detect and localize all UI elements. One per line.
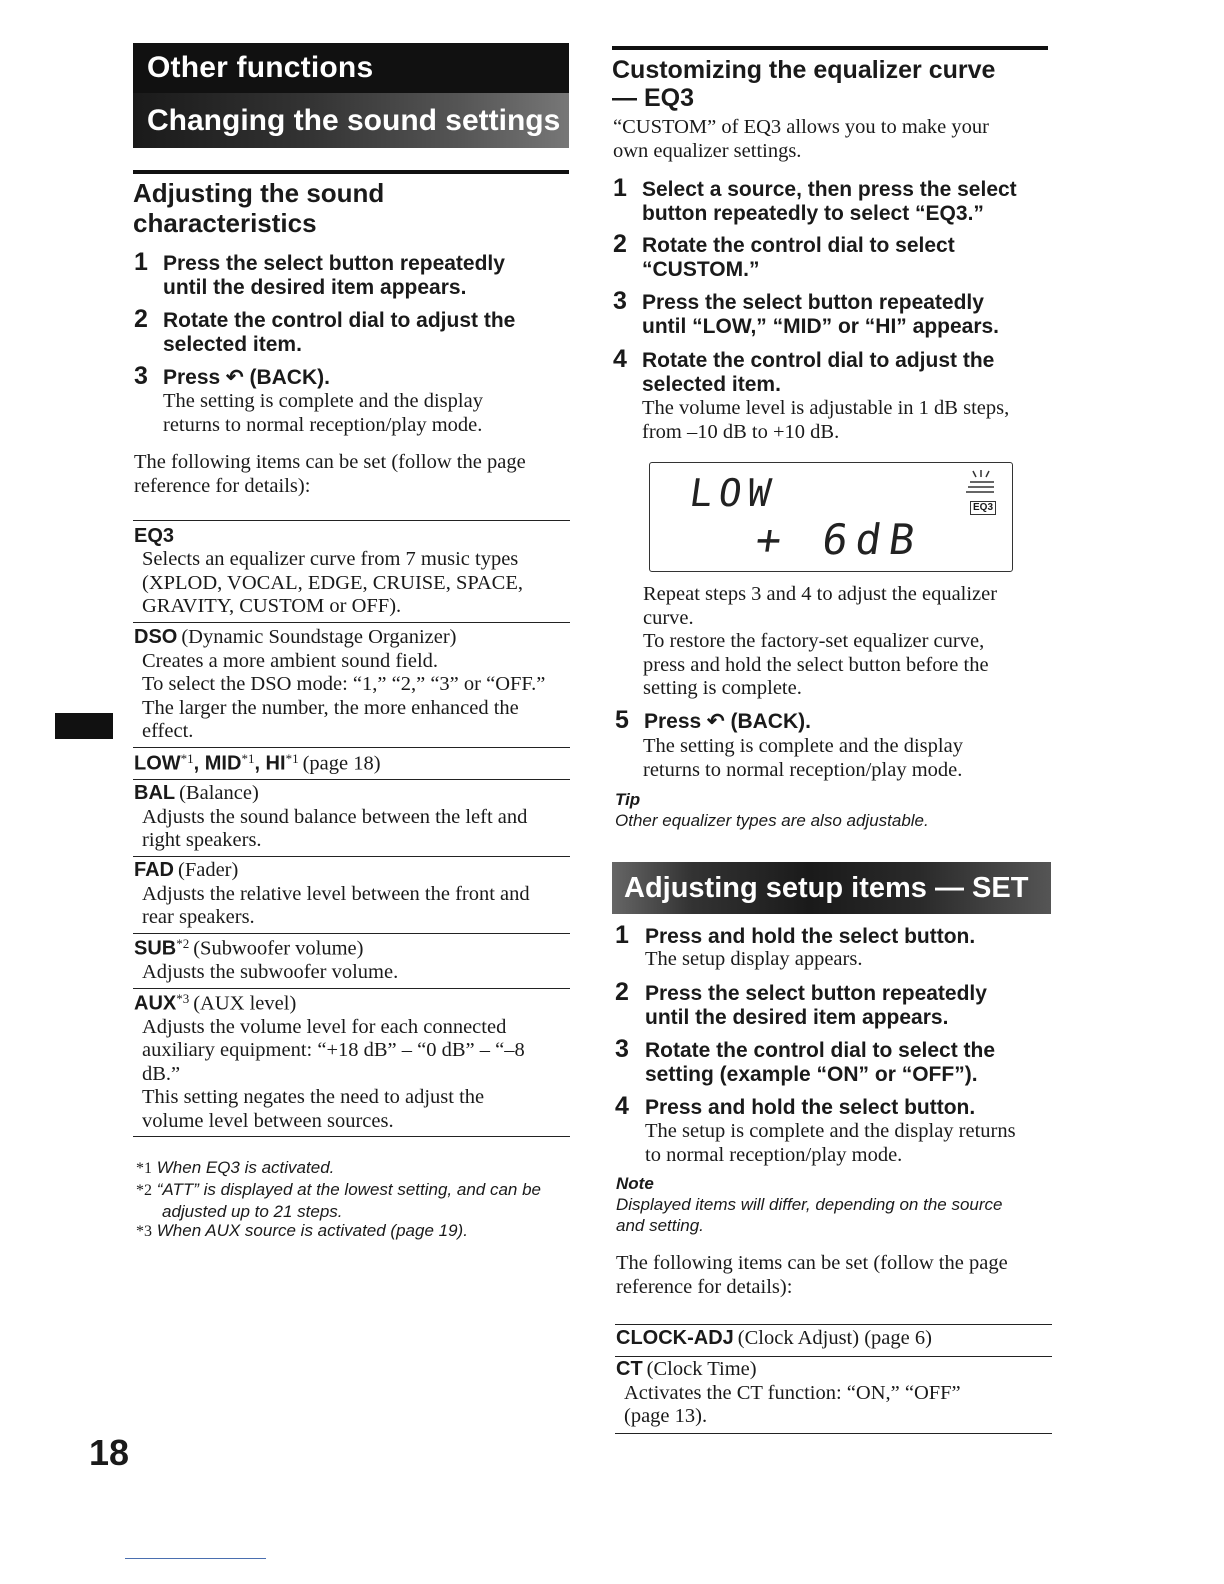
- item-paren: (Subwoofer volume): [193, 937, 364, 960]
- after-lcd-text: [643, 583, 997, 701]
- item-term: , MID: [193, 752, 242, 775]
- table-rule: [615, 1433, 1052, 1434]
- left-step-2: [134, 305, 574, 357]
- step-number: 4: [615, 1092, 629, 1120]
- item-paren: (page 18): [302, 752, 381, 775]
- set-banner: Adjusting setup items — SET: [612, 862, 1051, 914]
- footnote-mark: *1: [136, 1160, 152, 1177]
- item-paren: (Clock Adjust) (page 6): [737, 1327, 932, 1349]
- note-text: and setting.: [616, 1216, 704, 1235]
- item-clock-adj: [616, 1327, 932, 1351]
- lcd-top-text: LOW: [686, 471, 780, 515]
- item-bal: [134, 782, 527, 853]
- footnote-mark: *3: [136, 1223, 152, 1240]
- body-line: The volume level is adjustable in 1 dB steps,: [642, 397, 1010, 419]
- item-term: DSO: [134, 626, 178, 648]
- left-step-3: [134, 362, 574, 390]
- item-fad: [134, 859, 530, 930]
- left-step-1: [134, 248, 574, 300]
- heading-line: Customizing the equalizer curve: [612, 56, 996, 84]
- table-rule: [133, 988, 570, 989]
- left-intro: [134, 451, 526, 498]
- item-desc: Selects an equalizer curve from 7 music types: [142, 548, 519, 570]
- footnote-text: When AUX source is activated (page 19).: [156, 1221, 468, 1240]
- right-intro-2: [616, 1252, 1008, 1299]
- body-line: The setup is complete and the display returns: [645, 1120, 1016, 1142]
- footnote-ref: *1: [241, 751, 255, 766]
- footnote-3: [136, 1220, 576, 1242]
- step-text: Rotate the control dial to adjust the: [163, 309, 516, 332]
- footnote-text: When EQ3 is activated.: [156, 1158, 335, 1177]
- step-text: until “LOW,” “MID” or “HI” appears.: [642, 315, 1000, 338]
- item-desc: volume level between sources.: [142, 1109, 394, 1132]
- right-step-3: [613, 287, 1053, 339]
- step-number: 2: [134, 305, 148, 333]
- item-desc: Creates a more ambient sound field.: [142, 649, 439, 672]
- right-step-1: [613, 174, 1053, 226]
- set-step-1-body: [645, 948, 862, 972]
- item-low-mid-hi: [134, 751, 381, 776]
- item-sub: [134, 936, 398, 984]
- body-line: curve.: [643, 606, 694, 629]
- right-step-4-body: [642, 397, 1009, 444]
- body-line: The setting is complete and the display: [643, 735, 963, 757]
- body-line: To restore the factory-set equalizer curve,: [643, 630, 985, 652]
- footnote-ref: *1: [180, 751, 194, 766]
- step-text: Rotate the control dial to adjust the: [642, 349, 995, 372]
- bottom-divider: [125, 1558, 266, 1559]
- step-number: 1: [134, 248, 148, 276]
- step-text: Press the select button repeatedly: [645, 982, 987, 1005]
- table-rule: [133, 1136, 570, 1137]
- table-rule: [133, 622, 570, 623]
- body-line: returns to normal reception/play mode.: [163, 413, 483, 436]
- lcd-eq3-badge: EQ3: [970, 501, 996, 515]
- step-text: setting (example “ON” or “OFF”).: [645, 1063, 978, 1086]
- set-step-3: [615, 1035, 1055, 1087]
- tip-text: Other equalizer types are also adjustable.: [615, 811, 929, 830]
- lcd-bottom-text: + 6dB: [752, 515, 926, 564]
- item-term: AUX: [134, 992, 177, 1015]
- step-number: 3: [615, 1035, 629, 1063]
- footnote-2: [136, 1179, 576, 1222]
- item-term: EQ3: [134, 525, 175, 547]
- step-number: 1: [613, 174, 627, 202]
- note-label: Note: [616, 1174, 654, 1193]
- item-desc: To select the DSO mode: “1,” “2,” “3” or “OFF.”: [142, 673, 546, 695]
- footnote-ref: *2: [176, 936, 190, 951]
- item-term: CT: [616, 1358, 643, 1380]
- item-term: , HI: [254, 752, 286, 775]
- footnote-ref: *3: [176, 991, 190, 1006]
- section-rule: [612, 46, 1048, 50]
- item-desc: Activates the CT function: “ON,” “OFF”: [624, 1381, 961, 1404]
- item-desc: This setting negates the need to adjust the: [142, 1086, 485, 1109]
- heading-line: characteristics: [133, 208, 317, 238]
- step-text: Press ↶ (BACK).: [163, 366, 330, 389]
- step-text: Select a source, then press the select: [642, 178, 1017, 201]
- body-line: own equalizer settings.: [613, 139, 802, 162]
- step-number: 2: [613, 230, 627, 258]
- item-desc: Adjusts the subwoofer volume.: [142, 960, 399, 983]
- footnote-1: [136, 1157, 576, 1179]
- left-heading: [133, 178, 384, 238]
- footnote-ref: *1: [285, 751, 299, 766]
- item-desc: dB.”: [142, 1062, 181, 1085]
- left-step-3-body: [163, 390, 483, 437]
- step-text: Rotate the control dial to select the: [645, 1039, 996, 1062]
- lcd-display: [649, 462, 1013, 572]
- note-text: Displayed items will differ, depending on the source: [616, 1195, 1003, 1214]
- footnote-mark: *2: [136, 1182, 152, 1199]
- body-line: The following items can be set (follow the page: [616, 1252, 1008, 1274]
- item-desc: The larger the number, the more enhanced the: [142, 696, 519, 719]
- item-ct: [616, 1358, 961, 1429]
- step-text: until the desired item appears.: [645, 1006, 949, 1029]
- set-step-2: [615, 978, 1055, 1030]
- tip-block: [615, 790, 929, 831]
- item-term: BAL: [134, 782, 176, 804]
- body-line: press and hold the select button before the: [643, 653, 989, 676]
- table-rule: [133, 747, 570, 748]
- item-term: FAD: [134, 859, 174, 881]
- page-number: 18: [89, 1432, 130, 1473]
- body-line: The following items can be set (follow the page: [134, 451, 526, 473]
- item-desc: GRAVITY, CUSTOM or OFF).: [142, 595, 402, 617]
- item-term: CLOCK-ADJ: [616, 1327, 734, 1349]
- item-paren: (Clock Time): [646, 1358, 757, 1380]
- right-intro: [613, 116, 989, 163]
- section-rule: [133, 170, 569, 174]
- step-text: Press the select button repeatedly: [642, 291, 984, 314]
- note-block: [616, 1174, 1003, 1236]
- item-term: LOW: [134, 752, 181, 775]
- item-paren: (Dynamic Soundstage Organizer): [181, 626, 457, 648]
- table-rule: [615, 1324, 1052, 1325]
- step-number: 2: [615, 978, 629, 1006]
- right-step-5-body: [643, 735, 963, 782]
- step-text: Rotate the control dial to select: [642, 234, 955, 257]
- body-line: Repeat steps 3 and 4 to adjust the equalizer: [643, 583, 998, 605]
- subsection-banner: Changing the sound settings: [133, 93, 569, 148]
- item-desc: Adjusts the relative level between the front and: [142, 882, 530, 905]
- body-line: “CUSTOM” of EQ3 allows you to make your: [613, 116, 989, 138]
- item-desc: Adjusts the volume level for each connected: [142, 1015, 507, 1038]
- table-rule: [133, 779, 570, 780]
- item-paren: (AUX level): [193, 992, 297, 1015]
- heading-line: — EQ3: [612, 84, 694, 112]
- step-number: 3: [613, 287, 627, 315]
- table-rule: [615, 1356, 1052, 1357]
- item-desc: auxiliary equipment: “+18 dB” – “0 dB” – “–8: [142, 1039, 525, 1062]
- footnote-text: adjusted up to 21 steps.: [162, 1202, 343, 1221]
- set-step-1: [615, 921, 1055, 949]
- heading-line: Adjusting the sound: [133, 178, 385, 208]
- step-text: Press and hold the select button.: [645, 1096, 976, 1119]
- right-heading: [612, 56, 995, 112]
- item-desc: rear speakers.: [142, 906, 255, 928]
- item-desc: effect.: [142, 720, 194, 742]
- body-line: reference for details):: [616, 1275, 793, 1298]
- step-text: “CUSTOM.”: [642, 258, 760, 281]
- table-rule: [133, 856, 570, 857]
- step-text: Press the select button repeatedly: [163, 252, 505, 275]
- item-desc: Adjusts the sound balance between the left and: [142, 805, 528, 828]
- footnote-text: “ATT” is displayed at the lowest setting, and can be: [156, 1180, 542, 1199]
- set-step-4: [615, 1092, 1055, 1120]
- body-line: The setting is complete and the display: [163, 390, 483, 412]
- step-number: 1: [615, 921, 629, 949]
- item-aux: [134, 991, 525, 1133]
- step-text: until the desired item appears.: [163, 276, 467, 299]
- item-term: SUB: [134, 937, 177, 960]
- item-paren: (Balance): [179, 782, 259, 804]
- item-desc: right speakers.: [142, 829, 262, 851]
- right-step-5: [615, 706, 1055, 734]
- item-paren: (Fader): [178, 859, 239, 881]
- table-rule: [133, 520, 570, 521]
- step-text: selected item.: [642, 373, 781, 396]
- section-banner: Other functions: [133, 43, 569, 93]
- body-line: from –10 dB to +10 dB.: [642, 420, 840, 443]
- table-rule: [133, 933, 570, 934]
- step-number: 3: [134, 362, 148, 390]
- item-eq3: [134, 525, 523, 619]
- right-step-4: [613, 345, 1053, 397]
- item-dso: [134, 626, 545, 744]
- step-text: button repeatedly to select “EQ3.”: [642, 202, 984, 225]
- step-text: Press and hold the select button.: [645, 925, 976, 948]
- section-tab-marker: [55, 713, 113, 739]
- step-text: selected item.: [163, 333, 302, 356]
- body-line: setting is complete.: [643, 677, 802, 699]
- body-line: returns to normal reception/play mode.: [643, 758, 963, 781]
- tip-label: Tip: [615, 790, 641, 809]
- body-line: to normal reception/play mode.: [645, 1143, 903, 1166]
- set-step-4-body: [645, 1120, 1016, 1167]
- step-text: Press ↶ (BACK).: [644, 710, 811, 733]
- body-line: The setup display appears.: [645, 948, 863, 970]
- item-desc: (page 13).: [624, 1405, 708, 1427]
- step-number: 5: [615, 706, 629, 734]
- body-line: reference for details):: [134, 474, 311, 497]
- step-number: 4: [613, 345, 627, 373]
- item-desc: (XPLOD, VOCAL, EDGE, CRUISE, SPACE,: [142, 571, 524, 594]
- right-step-2: [613, 230, 1053, 282]
